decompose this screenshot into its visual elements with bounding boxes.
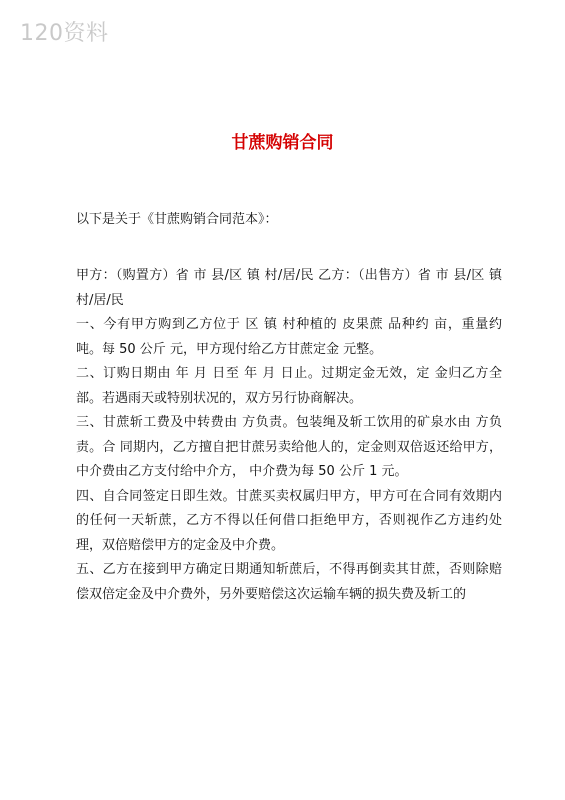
document-title: 甘蔗购销合同	[231, 133, 334, 153]
party-info-paragraph: 甲方：（购置方）省 市 县/区 镇 村/居/民 乙方：（出售方）省 市 县/区 镇 村/居/民	[76, 268, 502, 308]
contract-body	[76, 264, 502, 607]
clause-5-paragraph: 五、乙方在接到甲方确定日期通知斩蔗后，不得再倒卖其甘蔗，否则除赔偿双倍定金及中介费外，另外要赔偿这次运输车辆的损失费及斩工的	[76, 562, 502, 602]
watermark-text: 120资料	[20, 21, 109, 46]
clause-1-paragraph: 一、今有甲方购到乙方位于 区 镇 村种植的 皮果蔗 品种约 亩，重量约 吨。每 50 公斤 元，甲方现付给乙方甘蔗定金 元整。	[76, 317, 502, 357]
clause-3-paragraph: 三、甘蔗斩工费及中转费由 方负责。包装绳及斩工饮用的矿泉水由 方负责。合 同期内，乙方擅自把甘蔗另卖给他人的，定金则双倍返还给甲方，中介费由乙方支付给中介方， 中介费为每 50 公斤 1 元。	[76, 415, 502, 479]
intro-line: 以下是关于《甘蔗购销合同范本》：	[76, 212, 278, 227]
clause-2-paragraph: 二、订购日期由 年 月 日至 年 月 日止。过期定金无效，定 金归乙方全部。若遇雨天或特别状况的，双方另行协商解决。	[76, 366, 502, 406]
clause-4-paragraph: 四、自合同签定日即生效。甘蔗买卖权属归甲方，甲方可在合同有效期内的任何一天斩蔗，乙方不得以任何借口拒绝甲方，否则视作乙方违约处理，双倍赔偿甲方的定金及中介费。	[76, 488, 502, 553]
